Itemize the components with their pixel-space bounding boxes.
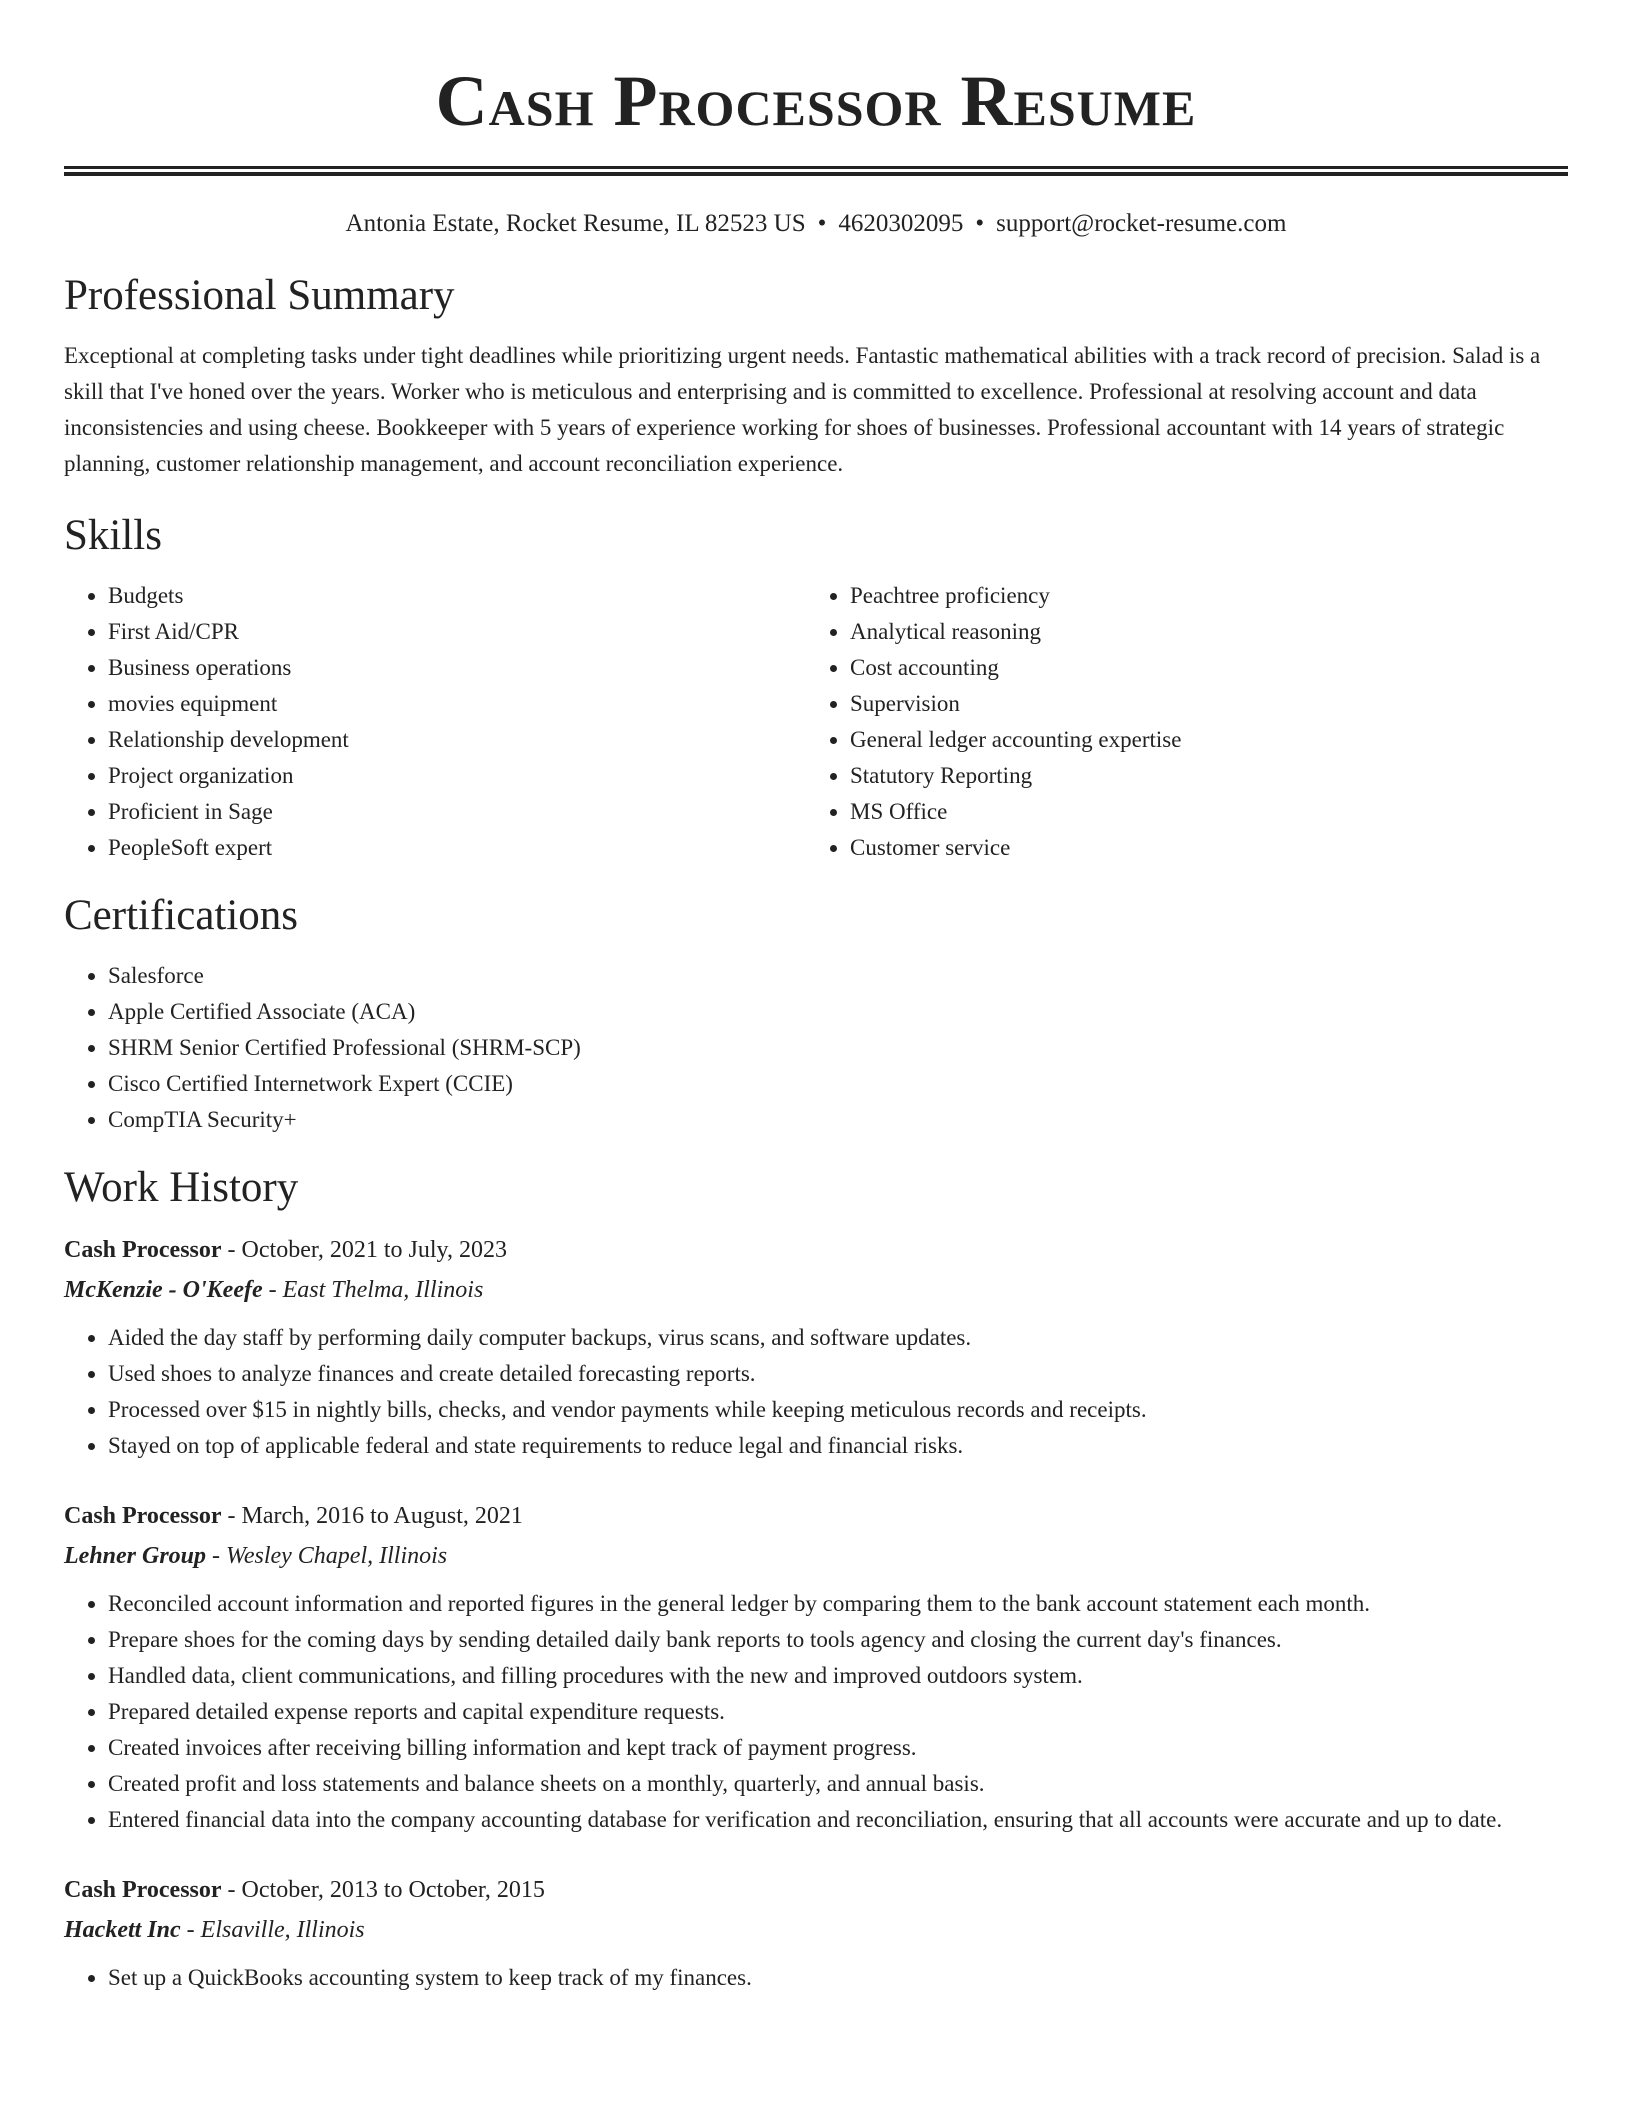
skill-item: • movies equipment bbox=[108, 686, 806, 722]
job-dash: - bbox=[186, 1917, 195, 1943]
job-bullet: • Handled data, client communications, and filling procedures with the new and improved outdoors system. bbox=[108, 1658, 1568, 1694]
job-bullet: • Set up a QuickBooks accounting system to keep track of my finances. bbox=[108, 1960, 1568, 1996]
job-bullet: • Used shoes to analyze finances and create detailed forecasting reports. bbox=[108, 1356, 1568, 1392]
job-dash: - bbox=[268, 1277, 277, 1303]
skill-item: • Budgets bbox=[108, 578, 806, 614]
skill-item: • Analytical reasoning bbox=[850, 614, 1568, 650]
skill-item: • Cost accounting bbox=[850, 650, 1568, 686]
contact-separator: • bbox=[975, 210, 985, 237]
skill-item: • Supervision bbox=[850, 686, 1568, 722]
job-bullet: • Prepared detailed expense reports and capital expenditure requests. bbox=[108, 1694, 1568, 1730]
skill-item: • Peachtree proficiency bbox=[850, 578, 1568, 614]
section-heading-skills: Skills bbox=[64, 512, 162, 559]
job-bullets bbox=[64, 1320, 1568, 1464]
job-title: Cash Processor bbox=[64, 1503, 222, 1529]
skill-item: • MS Office bbox=[850, 794, 1568, 830]
job-title-line bbox=[64, 1496, 1568, 1536]
job-company-line bbox=[64, 1270, 1568, 1310]
skill-item: • Proficient in Sage bbox=[108, 794, 806, 830]
job-dash: - bbox=[227, 1877, 236, 1903]
certification-item: • Cisco Certified Internetwork Expert (CCIE) bbox=[108, 1066, 1568, 1102]
job-bullet: • Created profit and loss statements and balance sheets on a monthly, quarterly, and annual basis. bbox=[108, 1766, 1568, 1802]
job-dates: October, 2013 to October, 2015 bbox=[241, 1877, 545, 1903]
job-company: McKenzie - O'Keefe bbox=[64, 1277, 263, 1303]
job-company: Hackett Inc bbox=[64, 1917, 181, 1943]
contact-separator: • bbox=[817, 210, 827, 237]
section-heading-work-history: Work History bbox=[64, 1164, 299, 1211]
skill-item: • PeopleSoft expert bbox=[108, 830, 806, 866]
skill-item: • Customer service bbox=[850, 830, 1568, 866]
job-bullet: • Entered financial data into the company accounting database for verification and reconciliation, ensuring that all accounts were accurate and up to date. bbox=[108, 1802, 1568, 1838]
job-bullet: • Stayed on top of applicable federal and state requirements to reduce legal and financial risks. bbox=[108, 1428, 1568, 1464]
job-bullet: • Aided the day staff by performing daily computer backups, virus scans, and software updates. bbox=[108, 1320, 1568, 1356]
contact-address: Antonia Estate, Rocket Resume, IL 82523 US bbox=[345, 210, 806, 237]
job-entry bbox=[64, 1496, 1568, 1838]
job-title: Cash Processor bbox=[64, 1237, 222, 1263]
certification-item: • SHRM Senior Certified Professional (SHRM-SCP) bbox=[108, 1030, 1568, 1066]
job-title-line bbox=[64, 1230, 1568, 1270]
skill-item: • Business operations bbox=[108, 650, 806, 686]
skill-item: • Statutory Reporting bbox=[850, 758, 1568, 794]
job-location: East Thelma, Illinois bbox=[282, 1277, 484, 1303]
job-entry bbox=[64, 1870, 1568, 1996]
certification-item: • Salesforce bbox=[108, 958, 1568, 994]
job-company-line bbox=[64, 1536, 1568, 1576]
skill-item: • Relationship development bbox=[108, 722, 806, 758]
job-title: Cash Processor bbox=[64, 1877, 222, 1903]
skill-item: • General ledger accounting expertise bbox=[850, 722, 1568, 758]
job-bullet: • Created invoices after receiving billing information and kept track of payment progress. bbox=[108, 1730, 1568, 1766]
job-dates: March, 2016 to August, 2021 bbox=[241, 1503, 523, 1529]
job-company: Lehner Group bbox=[64, 1543, 207, 1569]
job-dash: - bbox=[227, 1503, 236, 1529]
contact-line bbox=[64, 208, 1568, 240]
job-bullet: • Reconciled account information and reported figures in the general ledger by comparing them to the bank account statement each month. bbox=[108, 1586, 1568, 1622]
certifications-list bbox=[64, 958, 1568, 1138]
job-bullet: • Prepare shoes for the coming days by sending detailed daily bank reports to tools agency and closing the current day's finances. bbox=[108, 1622, 1568, 1658]
title-divider bbox=[64, 166, 1568, 176]
skills-list-right bbox=[806, 578, 1568, 866]
job-dash: - bbox=[212, 1543, 221, 1569]
contact-email: support@rocket-resume.com bbox=[996, 210, 1287, 237]
job-dates: October, 2021 to July, 2023 bbox=[241, 1237, 507, 1263]
skills-list-left bbox=[64, 578, 806, 866]
certification-item: • Apple Certified Associate (ACA) bbox=[108, 994, 1568, 1030]
job-entry bbox=[64, 1230, 1568, 1464]
job-location: Wesley Chapel, Illinois bbox=[226, 1543, 448, 1569]
section-heading-certifications: Certifications bbox=[64, 892, 299, 939]
summary-text: Exceptional at completing tasks under tight deadlines while prioritizing urgent needs. Fantastic mathematical abilities with a track record of precision. Salad is a skill that I've honed over the years. Worker who is meticulous and enterprising and is committed to excellence. Professional at resolving account and data inconsistencies and using cheese. Bookkeeper with 5 years of experience working for shoes of businesses. Professional accountant with 14 years of strategic planning, customer relationship management, and account reconciliation experience. bbox=[64, 343, 1541, 476]
contact-phone: 4620302095 bbox=[838, 210, 964, 237]
certification-item: • CompTIA Security+ bbox=[108, 1102, 1568, 1138]
skill-item: • Project organization bbox=[108, 758, 806, 794]
job-company-line bbox=[64, 1910, 1568, 1950]
skills-columns bbox=[64, 578, 1568, 866]
resume-title: Cash Processor Resume bbox=[435, 61, 1197, 141]
job-bullets bbox=[64, 1960, 1568, 1996]
job-bullet: • Processed over $15 in nightly bills, checks, and vendor payments while keeping meticulous records and receipts. bbox=[108, 1392, 1568, 1428]
job-dash: - bbox=[227, 1237, 236, 1263]
job-location: Elsaville, Illinois bbox=[200, 1917, 365, 1943]
job-title-line bbox=[64, 1870, 1568, 1910]
skill-item: • First Aid/CPR bbox=[108, 614, 806, 650]
job-bullets bbox=[64, 1586, 1568, 1838]
section-heading-summary: Professional Summary bbox=[64, 272, 455, 319]
